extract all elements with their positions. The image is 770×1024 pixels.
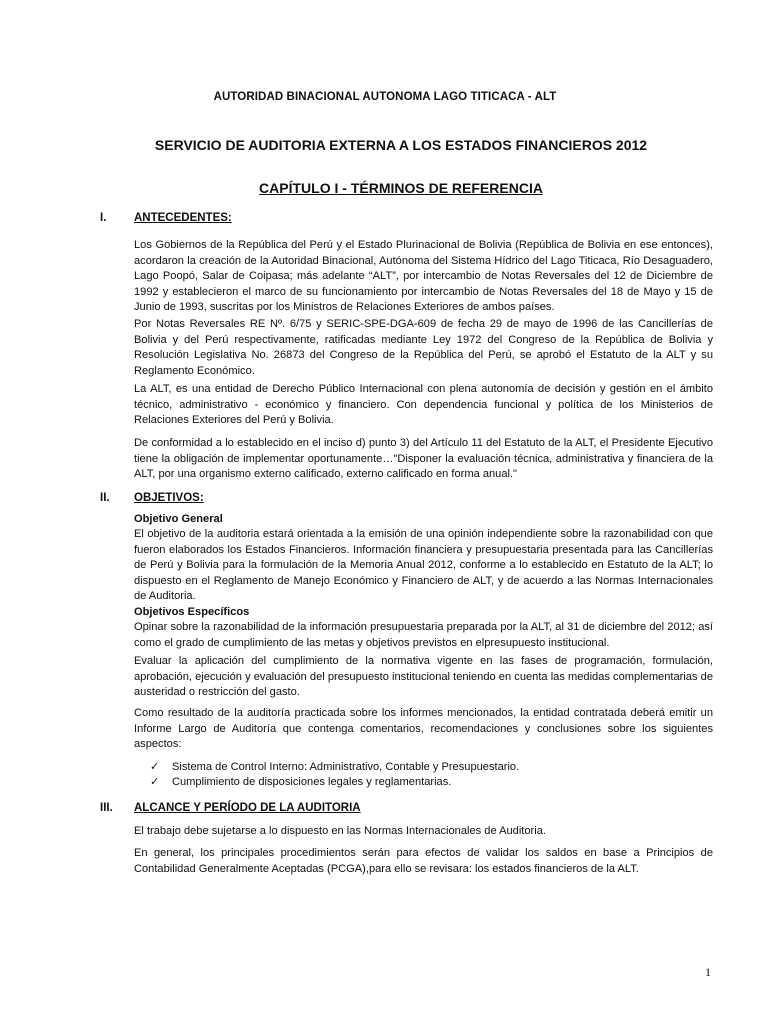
objetivos-especificos-paragraph-1: Opinar sobre la razonabilidad de la información presupuestaria preparada por la ALT, al 31 de diciembre del 2012; así como el grado de cumplimiento de las metas y objetivos previstos en elpresupuesto institucional. bbox=[134, 621, 713, 649]
page-number: 1 bbox=[705, 965, 711, 979]
objetivos-especificos-paragraph-3: Como resultado de la auditoría practicada sobre los informes mencionados, la entidad contratada deberá emitir un Informe Largo de Auditoría que contenga comentarios, recomendaciones y conclusiones sobre los siguientes aspectos: bbox=[134, 707, 713, 751]
chapter-title: CAPÍTULO I - TÉRMINOS DE REFERENCIA bbox=[259, 180, 543, 196]
checklist-item-label: Cumplimiento de disposiciones legales y reglamentarias. bbox=[172, 776, 452, 788]
antecedentes-paragraph-4: De conformidad a lo establecido en el inciso d) punto 3) del Artículo 11 del Estatuto de la ALT, el Presidente Ejecutivo tiene la obligación de implementar oportunamente…"Disponer la evaluación técnica, administrativa y financiera de la ALT, por una organismo externo calificado, externo calificado en forma anual." bbox=[134, 437, 713, 481]
antecedentes-paragraph-2: Por Notas Reversales RE Nº. 6/75 y SERIC-SPE-DGA-609 de fecha 29 de mayo de 1996 de las Cancillerías de Bolivia y del Perú respectivamente, ratificadas mediante Ley 1972 del Congreso de la República de Bolivia y Resolución Legislativa No. 26873 del Congreso de la República del Perú, se aprobó el Estatuto de la ALT y su Reglamento Económico. bbox=[134, 318, 713, 377]
alcance-paragraph-2: En general, los principales procedimientos serán para efectos de validar los saldos en base a Principios de Contabilidad Generalmente Aceptadas (PCGA),para ello se revisara: los estados financieros de la ALT. bbox=[134, 847, 713, 875]
antecedentes-paragraph-1: Los Gobiernos de la República del Perú y el Estado Plurinacional de Bolivia (República de Bolivia en ese entonces), acordaron la creación de la Autoridad Binacional, Autónoma del Sistema Hídrico del Lago Titicaca, Río Desaguadero, Lago Poopó, Salar de Coipasa; más adelante “ALT”, por intercambio de Notas Reversales del 12 de Diciembre de 1992 y establecieron el marco de su funcionamiento por intercambio de Notas Reversales del 18 de Mayo y 15 de Junio de 1993, suscritas por los Ministros de Relaciones Exteriores de ambos países. bbox=[134, 239, 713, 314]
section-number-objetivos: II. bbox=[100, 492, 110, 504]
section-title-alcance: ALCANCE Y PERÍODO DE LA AUDITORIA bbox=[134, 802, 361, 814]
antecedentes-paragraph-3: La ALT, es una entidad de Derecho Público Internacional con plena autonomía de decisión y gestión en el ámbito técnico, administrativo - económico y financiero. Con dependencia funcional y política de los Ministerios de Relaciones Exteriores del Perú y Bolivia. bbox=[134, 383, 713, 427]
service-title: SERVICIO DE AUDITORIA EXTERNA A LOS ESTADOS FINANCIEROS 2012 bbox=[154, 137, 648, 153]
check-icon: ✓ bbox=[150, 776, 160, 788]
section-title-antecedentes: ANTECEDENTES: bbox=[134, 212, 232, 224]
objetivos-especificos-title: Objetivos Específicos bbox=[134, 606, 250, 618]
checklist-item bbox=[150, 775, 451, 791]
section-title-objetivos: OBJETIVOS: bbox=[134, 492, 204, 504]
section-number-antecedentes: I. bbox=[100, 212, 107, 224]
section-number-alcance: III. bbox=[100, 802, 113, 814]
checklist-item-label: Sistema de Control Interno: Administrativo, Contable y Presupuestario. bbox=[172, 761, 520, 773]
alcance-paragraph-1: El trabajo debe sujetarse a lo dispuesto en las Normas Internacionales de Auditoria. bbox=[134, 825, 546, 837]
checklist-item bbox=[150, 760, 519, 776]
objetivo-general-text: El objetivo de la auditoria estará orientada a la emisión de una opinión independiente sobre la razonabilidad con que fueron elaborados los Estados Financieros. Información financiera y presupuestaria presentada para las Cancillerías de Perú y Bolivia para la formulación de la Memoria Anual 2012, conforme a lo establecido en Estatuto de la ALT; lo dispuesto en el Reglamento de Manejo Económico y Financiero de ALT, y de acuerdo a las Normas Internacionales de Auditoria. bbox=[134, 528, 713, 603]
objetivos-especificos-paragraph-2: Evaluar la aplicación del cumplimiento de la normativa vigente en las fases de programación, formulación, aprobación, ejecución y evaluación del presupuesto institucional teniendo en cuenta las medidas complementarias de austeridad o restricción del gasto. bbox=[134, 655, 713, 699]
check-icon: ✓ bbox=[150, 761, 160, 773]
objetivo-general-title: Objetivo General bbox=[134, 513, 223, 525]
organization-heading: AUTORIDAD BINACIONAL AUTONOMA LAGO TITICACA - ALT bbox=[213, 91, 557, 103]
